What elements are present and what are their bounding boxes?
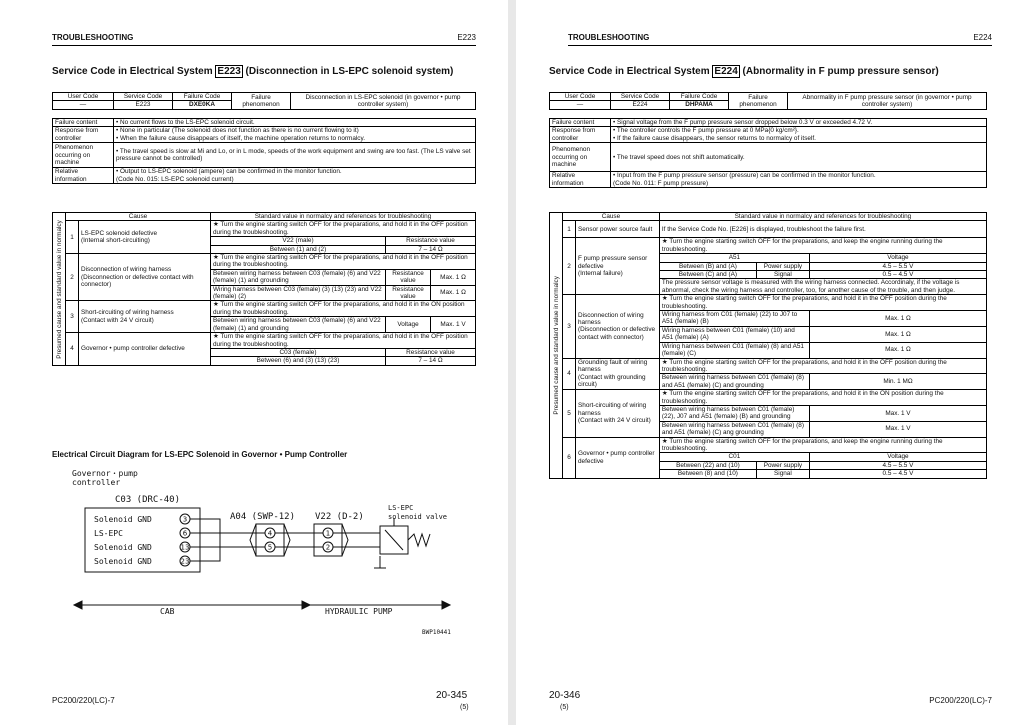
info-value: DHPAMA (670, 101, 729, 109)
section-title: TROUBLESHOOTING (568, 33, 650, 42)
std-max: Max. 1 V (431, 317, 476, 333)
row-text: • The controller controls the F pump pressure at 0 MPa{0 kg/cm²}. • If the failure cause disappears, the sensor returns to normalcy of itself. (611, 127, 987, 143)
phenomenon-cell: Abnormality in F pump pressure sensor (in governor • pump controller system) (788, 93, 987, 110)
std-max: Max. 1 Ω (809, 311, 986, 327)
row-text: • The travel speed does not shift automatically. (611, 143, 987, 172)
footer-model: PC200/220(LC)-7 (929, 696, 992, 705)
cause-table (549, 212, 987, 479)
cause-name: Governor • pump controller defective (79, 333, 211, 366)
cause-note: ★ Turn the engine starting switch OFF for the preparations, and hold it in the OFF position during the troubleshooting. (659, 358, 986, 374)
cause-note: ★ Turn the engine starting switch OFF for the preparations, and hold it in the OFF position during the troubleshooting. (211, 254, 476, 270)
detail-table (52, 118, 476, 184)
cause-name: Disconnection of wiring harness (Disconnection or defective contact with connector) (79, 254, 211, 301)
info-header: Failure Code (670, 93, 729, 101)
row-label: Phenomenon occurring on machine (550, 143, 611, 172)
std-unit: Resistance value (386, 269, 431, 285)
a04-label: A04 (SWP-12) (230, 512, 296, 522)
title-prefix: Service Code in Electrical System (52, 66, 216, 77)
std-val: Between (22) and (10) (659, 461, 756, 469)
std-col: Resistance value (386, 348, 476, 356)
pin-label: LS-EPC (94, 529, 123, 538)
std-unit: Resistance value (386, 285, 431, 301)
pin-number: 2 (325, 543, 331, 552)
std-col: Voltage (809, 453, 986, 461)
detail-table (549, 118, 987, 188)
cause-number: 2 (563, 238, 576, 295)
footer-model: PC200/220(LC)-7 (52, 696, 115, 705)
std-col: V22 (male) (211, 237, 386, 245)
std-val: Wiring harness between C01 (female) (8) and A51 (female) (C) (659, 342, 809, 358)
title-code-box: E223 (217, 66, 241, 77)
std-val: 4.5 – 5.5 V (809, 262, 986, 270)
row-label: Failure content (550, 119, 611, 127)
std-val: Between wiring harness between C01 (female) (8) and A51 (female) (C) and grounding (659, 374, 809, 390)
info-value: DXE0KA (173, 101, 232, 109)
std-col: A51 (659, 254, 809, 262)
cause-note: If the Service Code No. [E226] is displayed, troubleshoot the failure first. (659, 221, 986, 238)
page-header (52, 33, 476, 46)
pin-number: 4 (267, 529, 273, 538)
std-val: Signal (756, 271, 809, 279)
title-code-box: E224 (714, 66, 738, 77)
info-table (52, 92, 476, 110)
page-code: E224 (973, 33, 992, 42)
pin-number: 6 (182, 529, 188, 538)
hydraulic-label: HYDRAULIC PUMP (325, 607, 393, 616)
cause-name: Sensor power source fault (576, 221, 660, 238)
std-val: Between (B) and (A) (659, 262, 756, 270)
cause-name: Short-circuiting of wiring harness (Contact with 24 V circuit) (79, 301, 211, 333)
std-val: Power supply (756, 262, 809, 270)
std-max: Max. 1 V (809, 405, 986, 421)
std-header: Standard value in normalcy and references for troubleshooting (211, 213, 476, 221)
cause-name: Grounding fault of wiring harness (Contact with grounding circuit) (576, 358, 660, 390)
row-text: • The travel speed is slow at Mi and Lo, or in L mode, speeds of the work equipment and swing are too fast. (The LS valve set pressure cannot be controlled) (114, 143, 476, 168)
std-val: Between (8) and (10) (659, 470, 756, 478)
title-suffix: (Disconnection in LS-EPC solenoid system) (242, 66, 454, 77)
info-header: Service Code (114, 93, 173, 101)
info-value: — (550, 101, 611, 109)
cab-label: CAB (160, 607, 175, 616)
cause-number: 2 (66, 254, 79, 301)
cause-note: ★ Turn the engine starting switch OFF for the preparations, and keep the engine running during the troubleshooting. (659, 238, 986, 254)
cause-name: F pump pressure sensor defective (Internal failure) (576, 238, 660, 295)
info-header: Service Code (611, 93, 670, 101)
std-val: Between (6) and (3) (13) (23) (211, 357, 386, 365)
page-title (52, 66, 453, 77)
std-max: Max. 1 Ω (431, 285, 476, 301)
std-col: Resistance value (386, 237, 476, 245)
std-col: Voltage (809, 254, 986, 262)
pin-label: Solenoid GND (94, 557, 152, 566)
std-val: Between (C) and (A) (659, 271, 756, 279)
cause-note: ★ Turn the engine starting switch OFF for the preparations, and hold it in the ON position during the troubleshooting. (659, 390, 986, 406)
std-val: 7 – 14 Ω (386, 357, 476, 365)
info-table (549, 92, 987, 110)
controller-label-2: controller (72, 478, 121, 487)
row-text: • No current flows to the LS-EPC solenoid circuit. (114, 119, 476, 127)
left-page (0, 0, 508, 725)
pin-number: 3 (182, 515, 188, 524)
std-col: C03 (female) (211, 348, 386, 356)
cause-name: Short-circuiting of wiring harness (Contact with 24 V circuit) (576, 390, 660, 437)
std-val: 7 – 14 Ω (386, 245, 476, 253)
cause-name: Governor • pump controller defective (576, 437, 660, 478)
row-text: • Input from the F pump pressure sensor (pressure) can be confirmed in the monitor function. (Code No. 011: F pump pressure) (611, 172, 987, 188)
title-suffix: (Abnormality in F pump pressure sensor) (739, 66, 939, 77)
footer-revision: (5) (460, 704, 469, 711)
info-header: Failure Code (173, 93, 232, 101)
circuit-diagram (60, 464, 470, 639)
cause-header: Cause (563, 213, 660, 221)
std-val: Between (1) and (2) (211, 245, 386, 253)
std-val: 0.5 – 4.5 V (809, 470, 986, 478)
cause-note: ★ Turn the engine starting switch OFF for the preparations, and hold it in the OFF position during the troubleshooting. (659, 295, 986, 311)
controller-label-1: Governor・pump (72, 469, 138, 478)
row-label: Response from controller (53, 127, 114, 143)
row-text: • Output to LS-EPC solenoid (ampere) can be confirmed in the monitor function. (Code No. 015: LS-EPC solenoid current) (114, 168, 476, 184)
side-label: Presumed cause and standard value in normalcy (550, 213, 563, 479)
std-val: Wiring harness between C01 (female) (10) and A51 (female) (A) (659, 326, 809, 342)
info-header: Failure phenomenon (232, 93, 291, 110)
pin-label: Solenoid GND (94, 515, 152, 524)
row-label: Relative information (550, 172, 611, 188)
v22-label: V22 (D-2) (315, 512, 364, 522)
std-header: Standard value in normalcy and references for troubleshooting (659, 213, 986, 221)
pin-number: 23 (180, 557, 190, 566)
row-text: • Signal voltage from the F pump pressure sensor dropped below 0.3 V or exceeded 4.72 V. (611, 119, 987, 127)
footer-page-number: 20-345 (436, 690, 468, 701)
cause-name: LS-EPC solenoid defective (Internal short-circuiting) (79, 221, 211, 254)
cause-number: 4 (563, 358, 576, 390)
cause-number: 3 (66, 301, 79, 333)
info-value: — (53, 101, 114, 109)
std-val: Signal (756, 470, 809, 478)
info-header: User Code (53, 93, 114, 101)
info-header: User Code (550, 93, 611, 101)
std-val: Power supply (756, 461, 809, 469)
info-value: E224 (611, 101, 670, 109)
diagram-title: Electrical Circuit Diagram for LS-EPC Solenoid in Governor • Pump Controller (52, 450, 348, 459)
std-max: Max. 1 Ω (431, 269, 476, 285)
info-header: Failure phenomenon (729, 93, 788, 110)
std-val: Between wiring harness between C03 (female) (6) and V22 (female) (1) and grounding (211, 317, 386, 333)
cause-note: The pressure sensor voltage is measured with the wiring harness connected. Accordinaly, if the voltage is abnormal, check the wiring harness and controller, too, for another cause of the trouble, and then judge. (659, 279, 986, 295)
c03-label: C03 (DRC-40) (115, 495, 181, 505)
cause-name: Disconnection of wiring harness (Disconnection or defective contact with connector) (576, 295, 660, 358)
valve-label-1: LS-EPC (388, 504, 414, 512)
std-max: Max. 1 Ω (809, 326, 986, 342)
std-max: Min. 1 MΩ (809, 374, 986, 390)
std-max: Max. 1 V (809, 421, 986, 437)
cause-number: 4 (66, 333, 79, 366)
section-title: TROUBLESHOOTING (52, 33, 134, 42)
std-val: Wiring harness from C01 (female) (22) to J07 to A51 (female) (B) (659, 311, 809, 327)
cause-number: 1 (66, 221, 79, 254)
cause-note: ★ Turn the engine starting switch OFF for the preparations, and hold it in the ON position during the troubleshooting. (211, 301, 476, 317)
std-val: Between wiring harness between C01 (female) (8) and A51 (female) (C) ang grounding (659, 421, 809, 437)
page-code: E223 (457, 33, 476, 42)
cause-note: ★ Turn the engine starting switch OFF for the preparations, and hold it in the OFF position during the troubleshooting. (211, 221, 476, 237)
std-val: Between wiring harness between C01 (female) (22), J07 and A51 (female) (B) and grounding (659, 405, 809, 421)
info-value: E223 (114, 101, 173, 109)
cause-header: Cause (66, 213, 211, 221)
std-val: 0.5 – 4.5 V (809, 271, 986, 279)
title-prefix: Service Code in Electrical System (549, 66, 713, 77)
row-label: Failure content (53, 119, 114, 127)
cause-number: 5 (563, 390, 576, 437)
cause-table (52, 212, 476, 366)
pin-number: 13 (180, 543, 190, 552)
valve-label-2: solenoid valve (388, 513, 448, 521)
cause-number: 1 (563, 221, 576, 238)
std-unit: Voltage (386, 317, 431, 333)
figure-ref: BWP10441 (422, 629, 451, 636)
footer-revision: (5) (560, 704, 569, 711)
std-val: Between wiring harness between C03 (female) (6) and V22 (female) (1) and grounding (211, 269, 386, 285)
cause-note: ★ Turn the engine starting switch OFF for the preparations, and hold it in the OFF position during the troubleshooting. (211, 333, 476, 349)
std-val: Wiring harness between C03 (female) (3) (13) (23) and V22 (female) (2) (211, 285, 386, 301)
row-text: • None in particular (The solenoid does not function as there is no current flowing to it) • When the failure cause disappears of itself, the machine operation returns to normalcy. (114, 127, 476, 143)
pin-number: 5 (267, 543, 273, 552)
side-label: Presumed cause and standard value in normalcy (53, 213, 66, 366)
footer-page-number: 20-346 (549, 690, 581, 701)
std-max: Max. 1 Ω (809, 342, 986, 358)
std-col: C01 (659, 453, 809, 461)
cause-note: ★ Turn the engine starting switch OFF for the preparations, and keep the engine running during the troubleshooting. (659, 437, 986, 453)
row-label: Relative information (53, 168, 114, 184)
row-label: Response from controller (550, 127, 611, 143)
phenomenon-cell: Disconnection in LS-EPC solenoid (in governor • pump controller system) (291, 93, 476, 110)
page-header (568, 33, 992, 46)
std-val: 4.5 – 5.5 V (809, 461, 986, 469)
cause-number: 6 (563, 437, 576, 478)
page-title (549, 66, 939, 77)
pin-number: 1 (325, 529, 331, 538)
row-label: Phenomenon occurring on machine (53, 143, 114, 168)
cause-number: 3 (563, 295, 576, 358)
right-page (516, 0, 1024, 725)
pin-label: Solenoid GND (94, 543, 152, 552)
